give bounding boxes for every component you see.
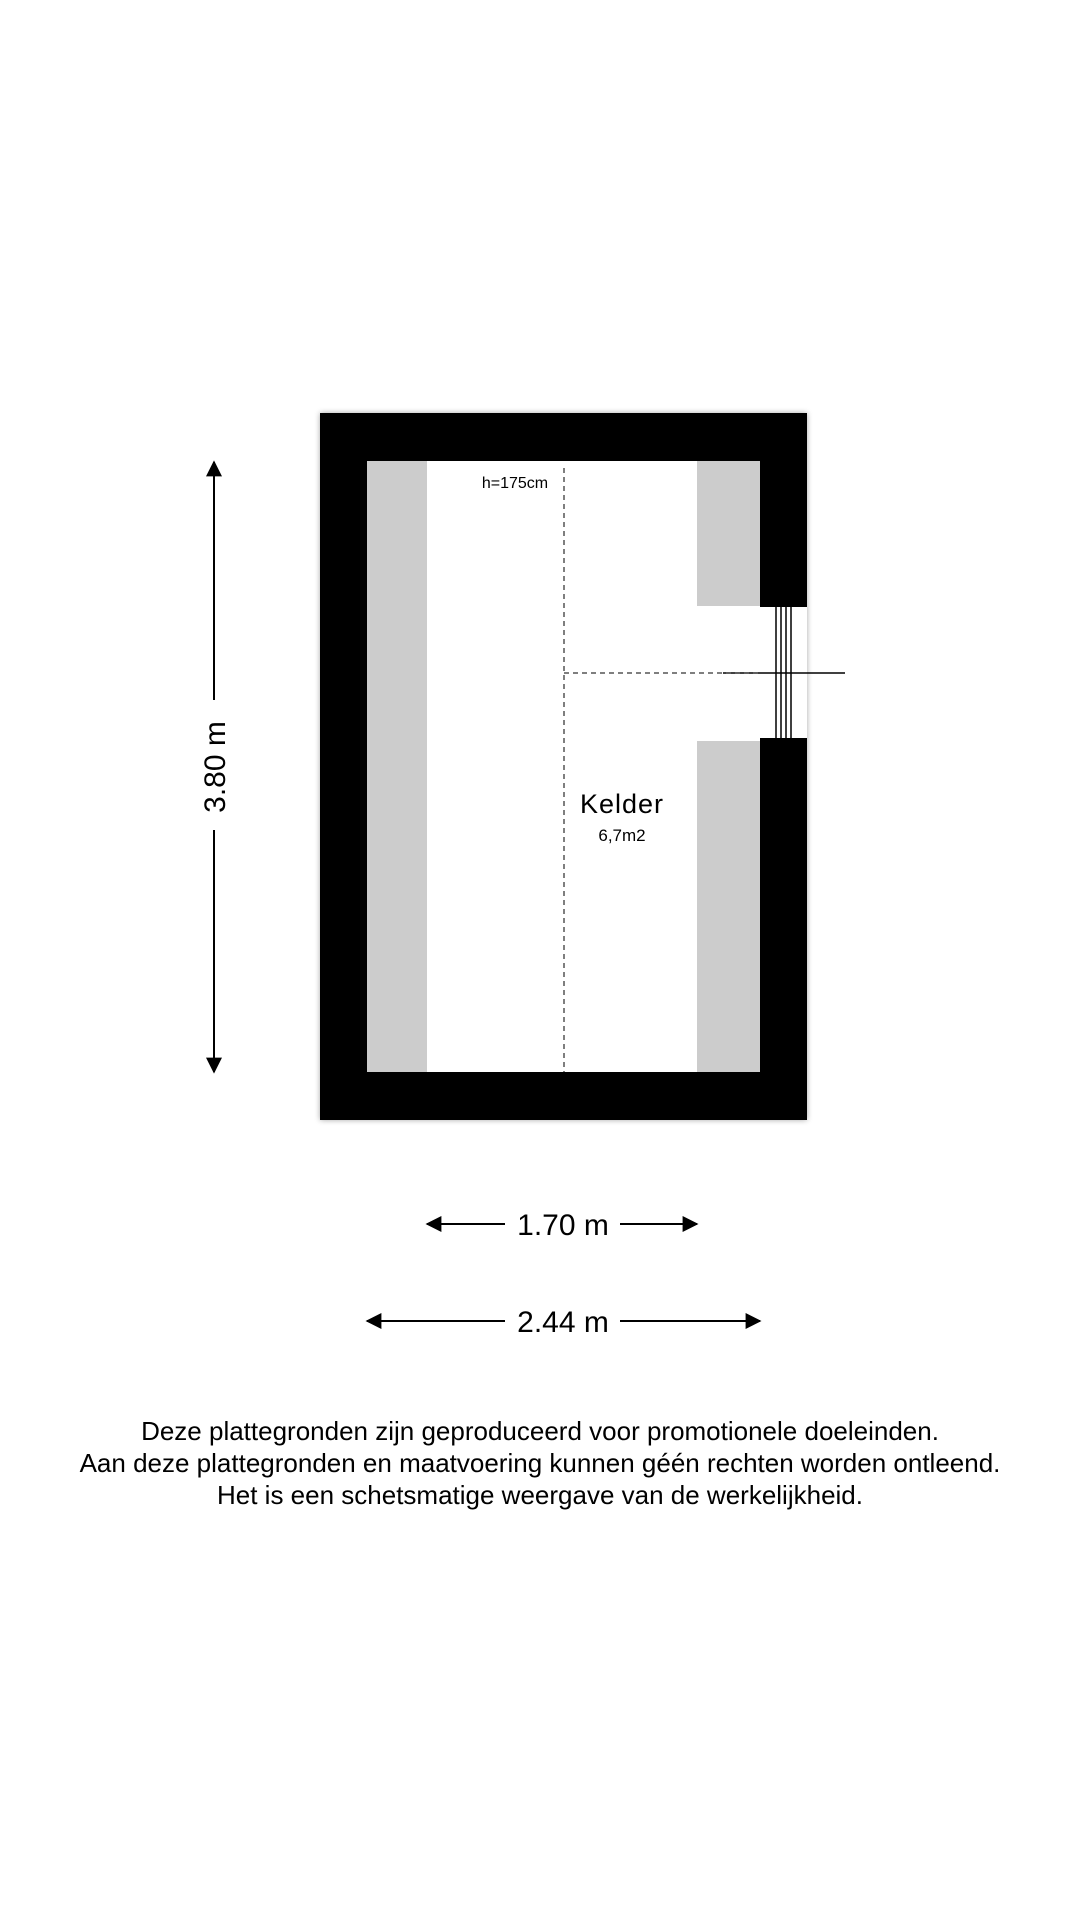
outer-width-dimension-label: 2.44 m <box>517 1306 609 1339</box>
inner-width-dimension-label: 1.70 m <box>517 1209 609 1242</box>
room-name: Kelder <box>579 789 665 819</box>
low-ceiling-zone-left <box>367 461 427 1072</box>
low-ceiling-zone-right-bottom <box>697 741 760 1072</box>
height-dimension-label: 3.80 m <box>199 721 232 813</box>
disclaimer-line-1: Deze plattegronden zijn geproduceerd voor promotionele doeleinden. <box>141 1416 939 1446</box>
height-note: h=175cm <box>481 475 549 492</box>
disclaimer-line-3: Het is een schetsmatige weergave van de werkelijkheid. <box>216 1480 863 1510</box>
disclaimer <box>0 1415 1080 1511</box>
disclaimer-line-2: Aan deze plattegronden en maatvoering kunnen géén rechten worden ontleend. <box>79 1448 1001 1478</box>
low-ceiling-zone-right-top <box>697 461 760 606</box>
room-area: 6,7m2 <box>598 826 646 845</box>
